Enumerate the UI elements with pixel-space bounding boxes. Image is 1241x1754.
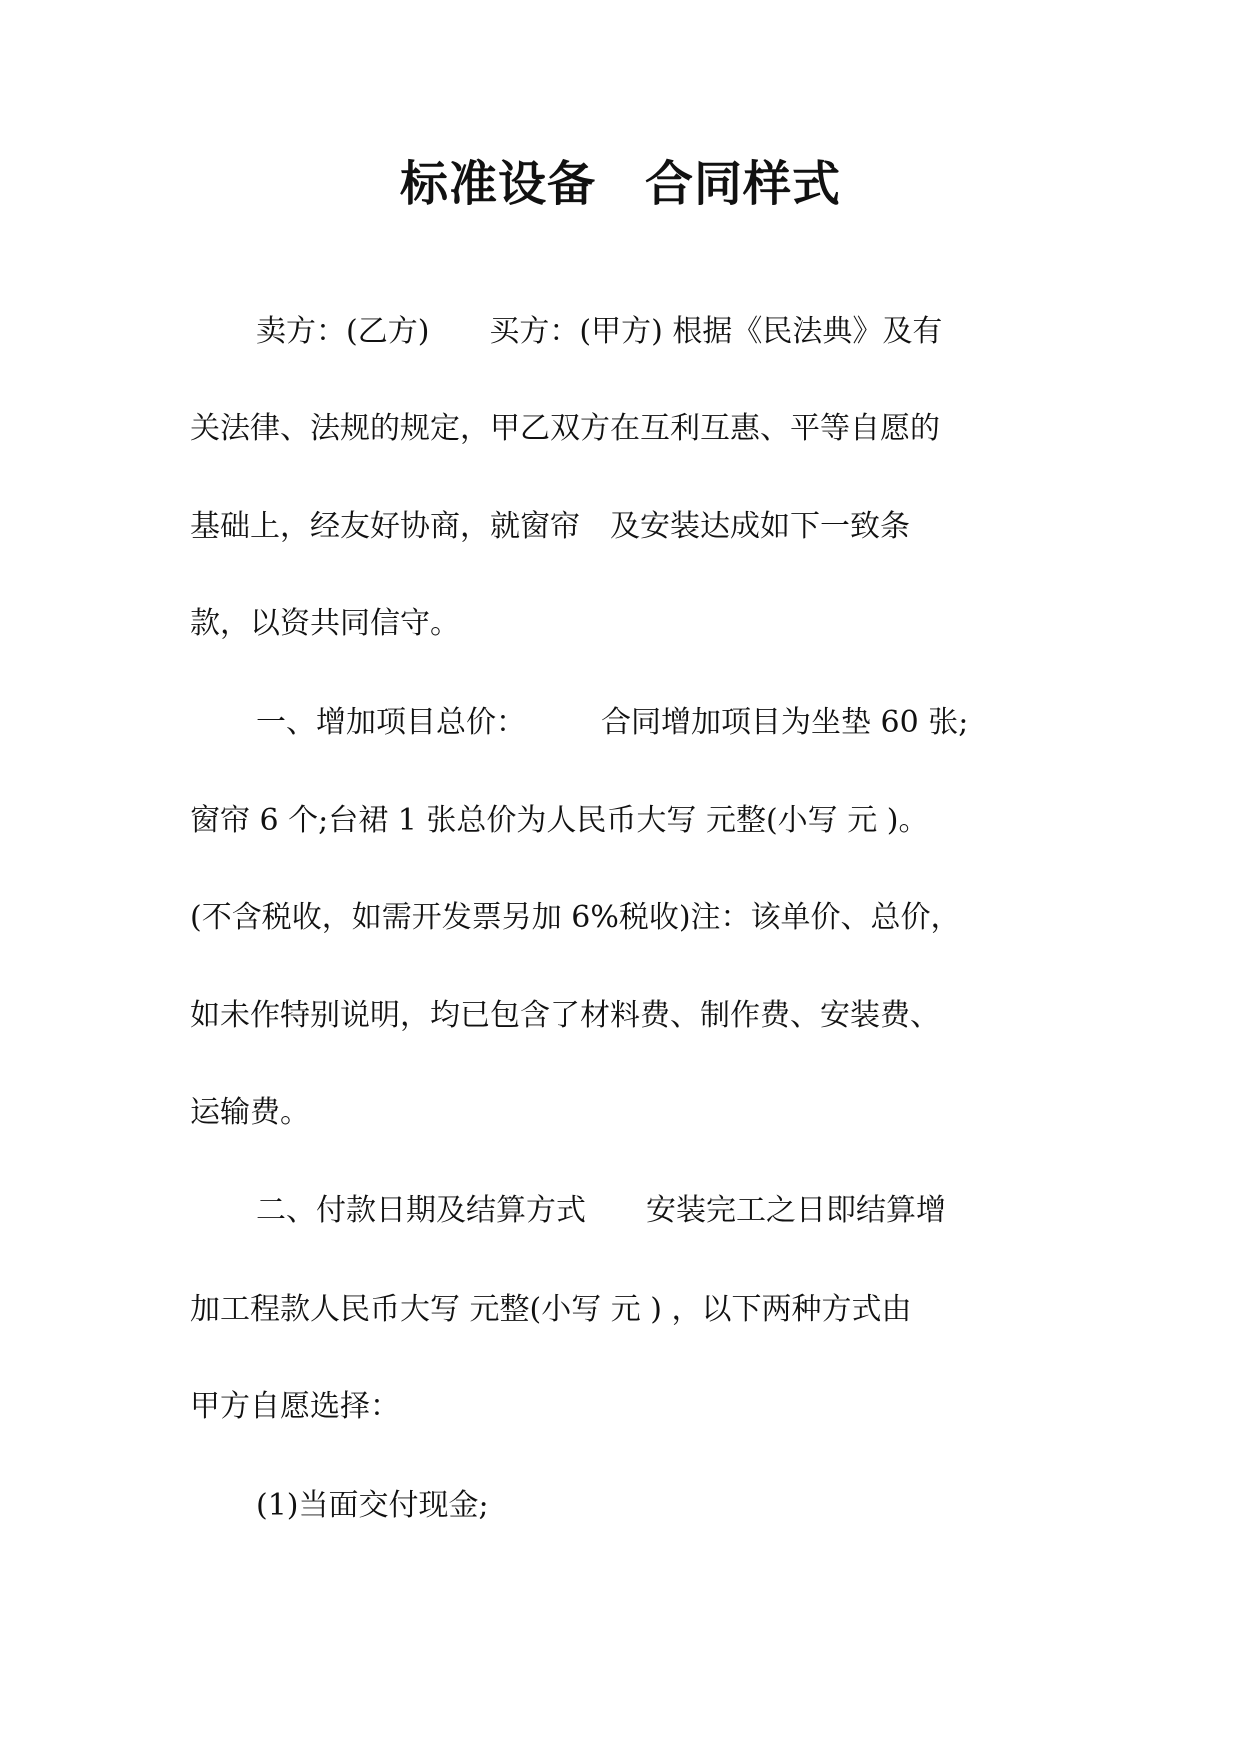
paragraph-line: 关法律、法规的规定，甲乙双方在互利互惠、平等自愿的 xyxy=(190,411,940,446)
paragraph-line: (不含税收，如需开发票另加 6%税收)注：该单价、总价， xyxy=(190,900,961,935)
paragraph-line: 如未作特别说明，均已包含了材料费、制作费、安装费、 xyxy=(190,998,940,1033)
paragraph-line: 一、增加项目总价： 合同增加项目为坐垫 60 张; xyxy=(256,705,969,740)
paragraph-line: 卖方：(乙方) 买方：(甲方) 根据《民法典》及有 xyxy=(256,314,943,349)
document-title: 标准设备 合同样式 xyxy=(399,156,841,212)
paragraph-line: 二、付款日期及结算方式 安装完工之日即结算增 xyxy=(256,1193,946,1228)
paragraph-line: (1)当面交付现金; xyxy=(256,1488,489,1523)
paragraph-line: 运输费。 xyxy=(190,1095,310,1130)
paragraph-line: 加工程款人民币大写 元整(小写 元 ) ，以下两种方式由 xyxy=(190,1292,912,1327)
paragraph-line: 款，以资共同信守。 xyxy=(190,606,460,641)
paragraph-line: 甲方自愿选择： xyxy=(190,1389,400,1424)
paragraph-line: 基础上，经友好协商，就窗帘 及安装达成如下一致条 xyxy=(190,509,910,544)
paragraph-line: 窗帘 6 个;台裙 1 张总价为人民币大写 元整(小写 元 )。 xyxy=(190,803,929,838)
